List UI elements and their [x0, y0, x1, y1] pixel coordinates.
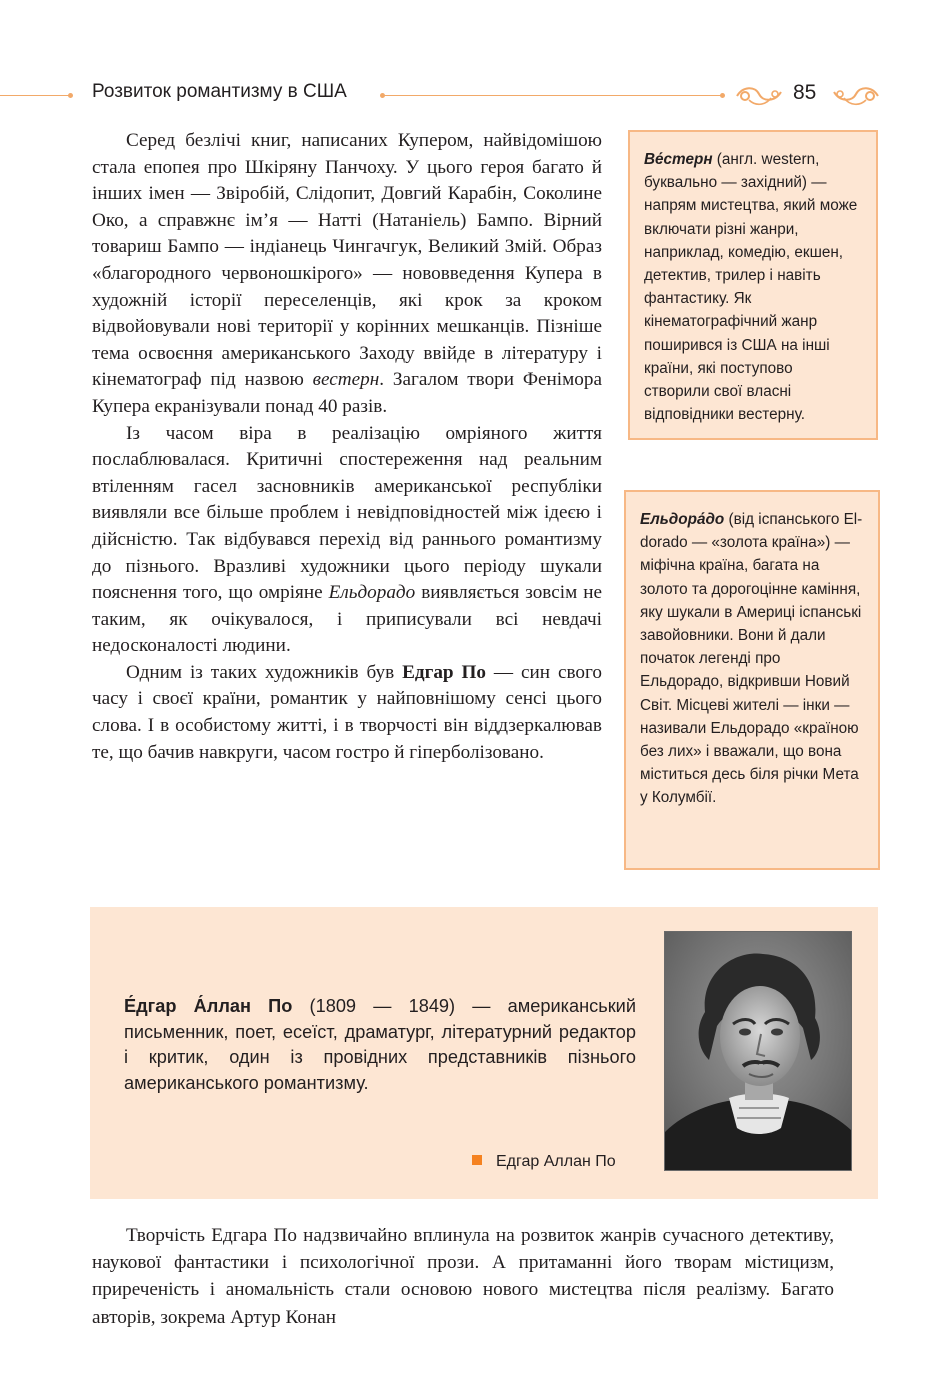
paragraph: Творчість Едгара По надзвичайно вплинула на розвиток жанрів сучасного детективу, наукової фантастики і психологічної прози. А притаманні його творам містицизм, приреченість і аномальність стали основою нового мистецтва після реалізму. Багато авторів, зокрема Артур Конан [92, 1225, 834, 1328]
running-title: Розвиток романтизму в США [92, 81, 347, 102]
glossary-definition: (англ. western, буквально — західний) — напрям мистецтва, який може включати різні жанри, наприклад, комедію, екшен, детектив, трилер і навіть фантастику. Як кінематографічний жанр поширився із США на інші країни, які поступово створили свої власні відповідники вестерну. [644, 151, 858, 424]
biography-text: Е́дгар А́ллан По (1809 — 1849) — американський письменник, поет, есеїст, драматург, літературний редактор і критик, один із провідних представників пізнього американського романтизму. [124, 996, 637, 1093]
glossary-term: Ве́стерн [644, 151, 713, 168]
name-poe: Едгар По [402, 661, 487, 683]
main-text-column [92, 128, 602, 766]
paragraph: Із часом віра в реалізацію омріяного життя послаблювалася. Критичні спостереження над реальним втіленням гасел засновників американської республіки виявляли все більше проблем і невідповідностей між ідеєю і дійсністю. Так відбувався перехід від раннього романтизму до пізнього. Вразливі художники цього періоду шукали пояснення того, що омріяне Ельдорадо виявляється зовсім не таким, як очікувалося, і приписували всі невдачі недосконалості людини. [92, 422, 602, 657]
bottom-text [92, 1222, 834, 1331]
paragraph: Серед безлічі книг, написаних Купером, найвідомішою стала епопея про Шкіряну Панчоху. У цього героя багато й інших імен — Звіробій, Слідопит, Довгий Карабін, Соколине Око, а справжнє ім’я — Натті (Натаніель) Бампо. Вірний товариш Бампо — індіанець Чингачгук, Великий Змій. Образ «благородного червоношкірого» — нововведення Купера в художній історії переселенців, які крок за кроком відвойовували нові території у корінних мешканців. Пізніше тема освоєння американського Заходу ввійде в літературу і кінематограф під назвою вестерн. Загалом твори Фенімора Купера екранізували понад 40 разів. [92, 130, 602, 417]
scroll-ornament-icon [735, 82, 783, 110]
term-eldorado: Ельдорадо [328, 582, 416, 604]
biography-name: Е́дгар А́ллан По [124, 996, 293, 1016]
paragraph: Одним із таких художників був Едгар По — син свого часу і своєї країни, романтик у найповнішому сенсі цього слова. І в особистому житті, і в творчості він віддзеркалював те, що бачив навкруги, часом гостро й гіперболізовано. [92, 661, 602, 763]
biography-panel [90, 907, 878, 1199]
glossary-definition: (від іспанського El-dorado — «золота країна») — міфічна країна, багата на золото та дорогоцінне каміння, яку шукали в Америці іспанські завойовники. Вони й дали початок легенді про Ельдорадо, відкривши Новий Світ. Місцеві жителі — інки — називали Ельдорадо «країною без лих» і вважали, що вона міститься десь біля річки Мета у Колумбії. [640, 511, 863, 807]
glossary-box-eldorado [624, 490, 880, 870]
portrait-image [664, 931, 852, 1171]
portrait-caption: Едгар Аллан По [472, 1153, 616, 1171]
glossary-box-western [628, 130, 878, 440]
scroll-ornament-icon [832, 82, 880, 110]
header-rule-mid [384, 95, 722, 96]
header-rule-left [0, 95, 70, 96]
running-header [0, 76, 952, 116]
glossary-term: Ельдора́до [640, 511, 725, 528]
header-dot-right [720, 93, 725, 98]
caption-marker-icon [472, 1155, 482, 1165]
header-dot-left [68, 93, 73, 98]
page-number: 85 [793, 81, 817, 104]
term-western: вестерн [312, 369, 380, 391]
